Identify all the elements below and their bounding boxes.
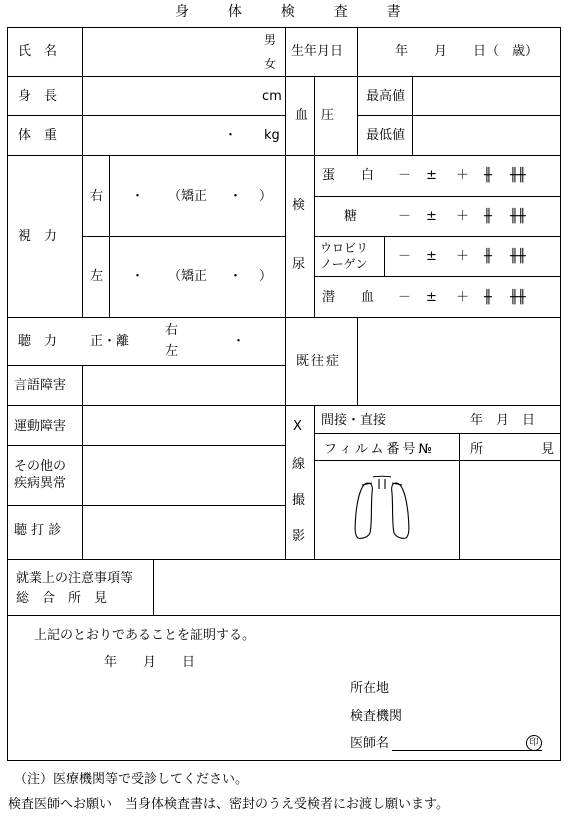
mark-plus2[interactable]: ╫ <box>484 168 492 183</box>
xray-method: 間接・直接 <box>321 413 387 428</box>
urine-sugar-name: 糖 <box>344 209 358 224</box>
title-char: 検 <box>280 4 295 20</box>
urine-blood-name: 潜 血 <box>322 290 375 305</box>
mark-plusminus[interactable]: ± <box>426 290 437 305</box>
name-field[interactable] <box>84 29 283 75</box>
xray-date: 年 月 日 <box>470 413 536 428</box>
xray-finding-b: 見 <box>541 442 555 457</box>
vision-left-dot2: ・ <box>229 269 243 284</box>
sex-male[interactable]: 男 <box>264 33 277 47</box>
vision-right-close: ） <box>259 189 273 204</box>
footnote: （注）医療機関等で受診してください。 <box>14 772 249 787</box>
hearing-value: 正・離 <box>90 334 130 349</box>
hearing-dot: ・ <box>232 334 246 349</box>
motor-label: 運動障害 <box>14 419 67 434</box>
mark-plus3[interactable]: ╫╫ <box>510 290 526 305</box>
sex-female[interactable]: 女 <box>264 57 277 71</box>
height-unit: cm <box>262 89 282 104</box>
xray-label-2: 線 <box>292 457 306 472</box>
certify-text: 上記のとおりであることを証明する。 <box>34 628 256 643</box>
mark-minus[interactable]: － <box>398 290 412 305</box>
mark-plus[interactable]: ＋ <box>456 249 470 264</box>
other-label-1: その他の <box>14 459 67 474</box>
cert-date[interactable]: 年 月 日 <box>104 655 196 670</box>
mark-plus2[interactable]: ╫ <box>484 209 492 224</box>
institution-label: 検査機関 <box>350 709 403 724</box>
mark-plusminus[interactable]: ± <box>426 249 437 264</box>
work-notes-label: 就業上の注意事項等 <box>16 571 134 586</box>
vision-left-label: 左 <box>90 269 104 284</box>
birth-label: 生年月日 <box>291 44 344 59</box>
vision-right-dot2: ・ <box>229 189 243 204</box>
vision-label: 視 力 <box>18 229 58 244</box>
title-char: 身 <box>175 4 189 20</box>
mark-plus2[interactable]: ╫ <box>484 249 492 264</box>
past-history-label: 既往症 <box>296 354 342 369</box>
mark-plus[interactable]: ＋ <box>456 209 470 224</box>
birth-value[interactable]: 年 月 日（ 歳） <box>395 44 539 59</box>
mark-plus3[interactable]: ╫╫ <box>510 168 526 183</box>
seal-icon: 印 <box>526 735 542 751</box>
xray-label-1: X <box>293 419 302 434</box>
address-label: 所在地 <box>350 681 390 696</box>
speech-label: 言語障害 <box>14 378 67 393</box>
name-label: 氏 名 <box>18 44 58 59</box>
xray-finding-a: 所 <box>470 442 484 457</box>
mark-plus[interactable]: ＋ <box>456 290 470 305</box>
weight-dot: ・ <box>224 128 238 143</box>
hearing-left: 左 <box>165 344 179 359</box>
mark-minus[interactable]: － <box>398 209 412 224</box>
lungs-diagram-icon <box>348 475 428 543</box>
doctor-signature-line[interactable] <box>392 750 542 751</box>
urine-label-2: 尿 <box>292 257 306 272</box>
urine-protein-name: 蛋 白 <box>322 168 375 183</box>
mark-plus[interactable]: ＋ <box>456 168 470 183</box>
weight-label: 体 重 <box>18 128 58 143</box>
mark-plus3[interactable]: ╫╫ <box>510 209 526 224</box>
mark-minus[interactable]: － <box>398 168 412 183</box>
overall-findings-label: 総 合 所 見 <box>16 591 108 606</box>
title-char: 体 <box>227 4 242 20</box>
bp-max-label: 最高値 <box>366 89 406 104</box>
height-label: 身 長 <box>18 89 58 104</box>
hearing-right: 右 <box>165 323 179 338</box>
hearing-label: 聴 力 <box>18 334 58 349</box>
mark-plus2[interactable]: ╫ <box>484 290 492 305</box>
urine-label-1: 検 <box>292 198 306 213</box>
bp-min-label: 最低値 <box>366 128 406 143</box>
mark-plusminus[interactable]: ± <box>426 168 437 183</box>
xray-film-number: フィルム番号№ <box>324 442 435 457</box>
auscultation-label: 聴 打 診 <box>14 523 62 538</box>
mark-plus3[interactable]: ╫╫ <box>510 249 526 264</box>
request-note: 検査医師へお願い 当身体検査書は、密封のうえ受検者にお渡し願います。 <box>8 797 449 812</box>
vision-right-label: 右 <box>90 189 104 204</box>
xray-label-4: 影 <box>292 529 306 544</box>
vision-left-dot: ・ <box>131 269 145 284</box>
urine-urobilinogen-name-1: ウロビリ <box>320 241 369 255</box>
mark-plusminus[interactable]: ± <box>426 209 437 224</box>
title-char: 書 <box>386 4 401 20</box>
weight-unit: kg <box>264 128 280 143</box>
xray-label-3: 撮 <box>292 493 306 508</box>
vision-left-corrected: （矯正 <box>168 269 208 284</box>
title-char: 査 <box>333 4 348 20</box>
blood-pressure-label: 血 圧 <box>295 108 335 123</box>
vision-left-close: ） <box>259 269 273 284</box>
document-title <box>175 5 401 19</box>
urine-urobilinogen-name-2: ノーゲン <box>320 257 368 271</box>
other-label-2: 疾病異常 <box>14 476 67 491</box>
vision-right-corrected: （矯正 <box>168 189 208 204</box>
doctor-label: 医師名 <box>350 736 390 751</box>
mark-minus[interactable]: － <box>398 249 412 264</box>
vision-right-dot: ・ <box>131 189 145 204</box>
